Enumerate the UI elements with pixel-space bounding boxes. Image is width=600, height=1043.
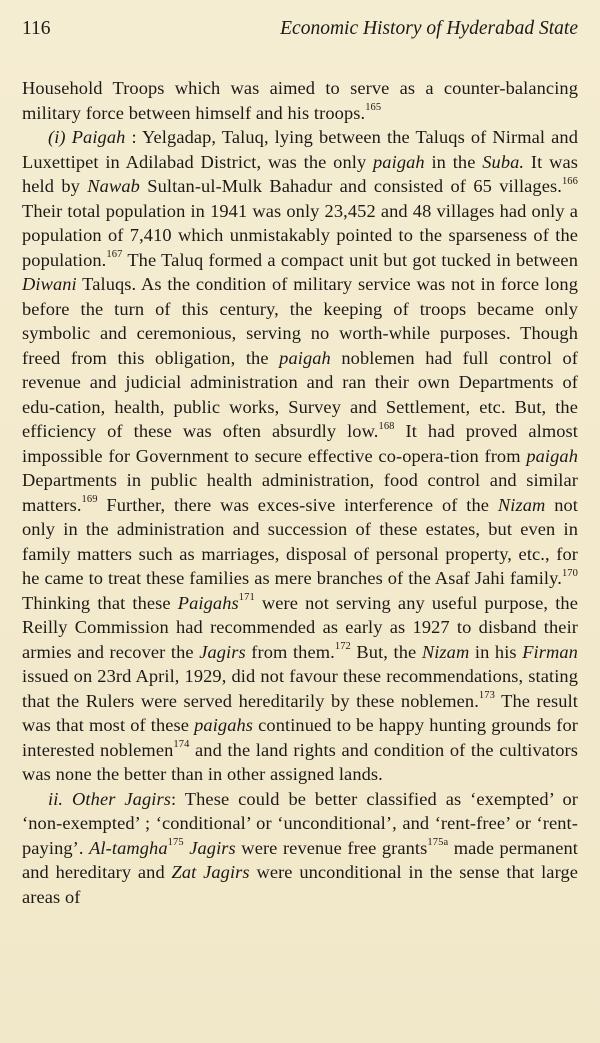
- text-run: Thinking that these: [22, 592, 178, 613]
- italic-term: Nizam: [497, 494, 546, 515]
- text-run: were not serving any useful purpose, the Reilly Commission had recommended as early as 1927 to disband their armies and recover the: [22, 592, 578, 662]
- text-run: Household Troops which was aimed to serve as a counter-balancing military force between himself and his troops.: [22, 78, 578, 123]
- text-run: Their total population in 1941 was only 23,452 and 48 villages had only a population of 7,410 which unmistakably pointed to the sparseness of the population.: [22, 200, 578, 270]
- text-run: The Taluq formed a compact unit but got tucked in between: [122, 249, 578, 270]
- text-run: Further, there was exces-sive interference of the: [97, 494, 498, 515]
- text-run: made permanent and hereditary and: [22, 837, 578, 882]
- text-run: issued on 23rd April, 1929, did not favour these recommendations, stating that the Rulers were served hereditarily by these noblemen.: [22, 666, 578, 711]
- text-run: in the: [424, 151, 483, 172]
- text-run: continued to be happy hunting grounds for interested noblemen: [22, 715, 578, 760]
- text-run: were revenue free grants: [235, 837, 428, 858]
- text-run: in his: [469, 641, 523, 662]
- section-label: (i) Paigah: [48, 127, 126, 147]
- text-run: Taluqs. As the condition of military service was not in force long before the turn of this century, the keeping of troops became only symbolic and ceremonious, serving no worth-while purposes. Though freed from this obligation, the: [22, 274, 578, 368]
- text-run: But, the: [350, 641, 422, 662]
- italic-term: Suba.: [482, 151, 525, 172]
- text-run: Sultan-ul-Mulk Bahadur and consisted of 65 villages.: [139, 176, 562, 196]
- italic-term: Firman: [522, 641, 578, 662]
- paragraph-other-jagirs: [22, 787, 578, 910]
- footnote-ref: 168: [378, 420, 395, 432]
- footnote-ref: 173: [478, 690, 495, 702]
- italic-term: Al-tamgha: [89, 837, 168, 858]
- text-run: Departments in public health administration, food control and similar matters.: [22, 470, 578, 515]
- text-run: not only in the administration and succession of these estates, but even in family matters such as marriages, disposal of personal property, etc., for he came to treat these families as mere branches of the Asaf Jahi family.: [22, 494, 578, 588]
- footnote-ref: 165: [365, 102, 382, 114]
- italic-term: Nawab: [87, 176, 140, 196]
- text-run: The result was that most of these: [22, 690, 578, 735]
- italic-term: Jagirs: [199, 641, 246, 662]
- italic-term: paigahs: [194, 715, 254, 735]
- italic-term: Diwani: [22, 274, 77, 294]
- footnote-ref: 175: [167, 837, 184, 849]
- text-run: It was held by: [22, 151, 578, 196]
- footnote-ref: 174: [173, 739, 190, 751]
- italic-term: Nizam: [421, 641, 470, 662]
- page-header: [22, 18, 578, 46]
- footnote-ref: 171: [238, 592, 255, 604]
- footnote-ref: 170: [561, 567, 578, 579]
- text-run: were unconditional in the sense that large areas of: [22, 862, 579, 907]
- italic-term: paigah: [373, 151, 425, 172]
- section-label: ii. Other Jagirs: [48, 788, 171, 809]
- footnote-ref: 175a: [427, 837, 449, 849]
- italic-term: Jagirs: [189, 837, 236, 858]
- footnote-ref: 167: [106, 249, 123, 261]
- paragraph-continuation: [22, 76, 578, 125]
- footnote-ref: 172: [334, 641, 351, 653]
- text-run: and the land rights and condition of the cultivators was none the better than in other assigned lands.: [22, 739, 578, 784]
- page-number: 116: [22, 18, 51, 39]
- text-run: : Yelgadap, Taluq, lying between the Taluqs of Nirmal and Luxettipet in Adilabad District, was the only: [22, 127, 578, 172]
- text-run: from them.: [245, 641, 335, 662]
- body-text: [22, 76, 578, 909]
- paragraph-paigah: [22, 125, 578, 787]
- text-run: : These could be better classified as ‘exempted’ or ‘non-exempted’ ; ‘conditional’ or ‘unconditional’, and ‘rent-free’ or ‘rent-paying’.: [22, 788, 579, 858]
- text-run: It had proved almost impossible for Government to secure effective co-opera-tion from: [22, 421, 578, 466]
- italic-term: Paigahs: [177, 592, 239, 613]
- text-run: noblemen had full control of revenue and judicial administration and ran their own Departments of edu-cation, health, public works, Survey and Settlement, etc. But, the efficiency of these was often absurdly low.: [22, 347, 578, 441]
- italic-term: Zat Jagirs: [171, 862, 250, 882]
- footnote-ref: 169: [81, 494, 98, 506]
- italic-term: paigah: [526, 445, 578, 466]
- running-head: Economic History of Hyderabad State: [280, 18, 578, 39]
- footnote-ref: 166: [561, 175, 578, 187]
- italic-term: paigah: [279, 347, 331, 368]
